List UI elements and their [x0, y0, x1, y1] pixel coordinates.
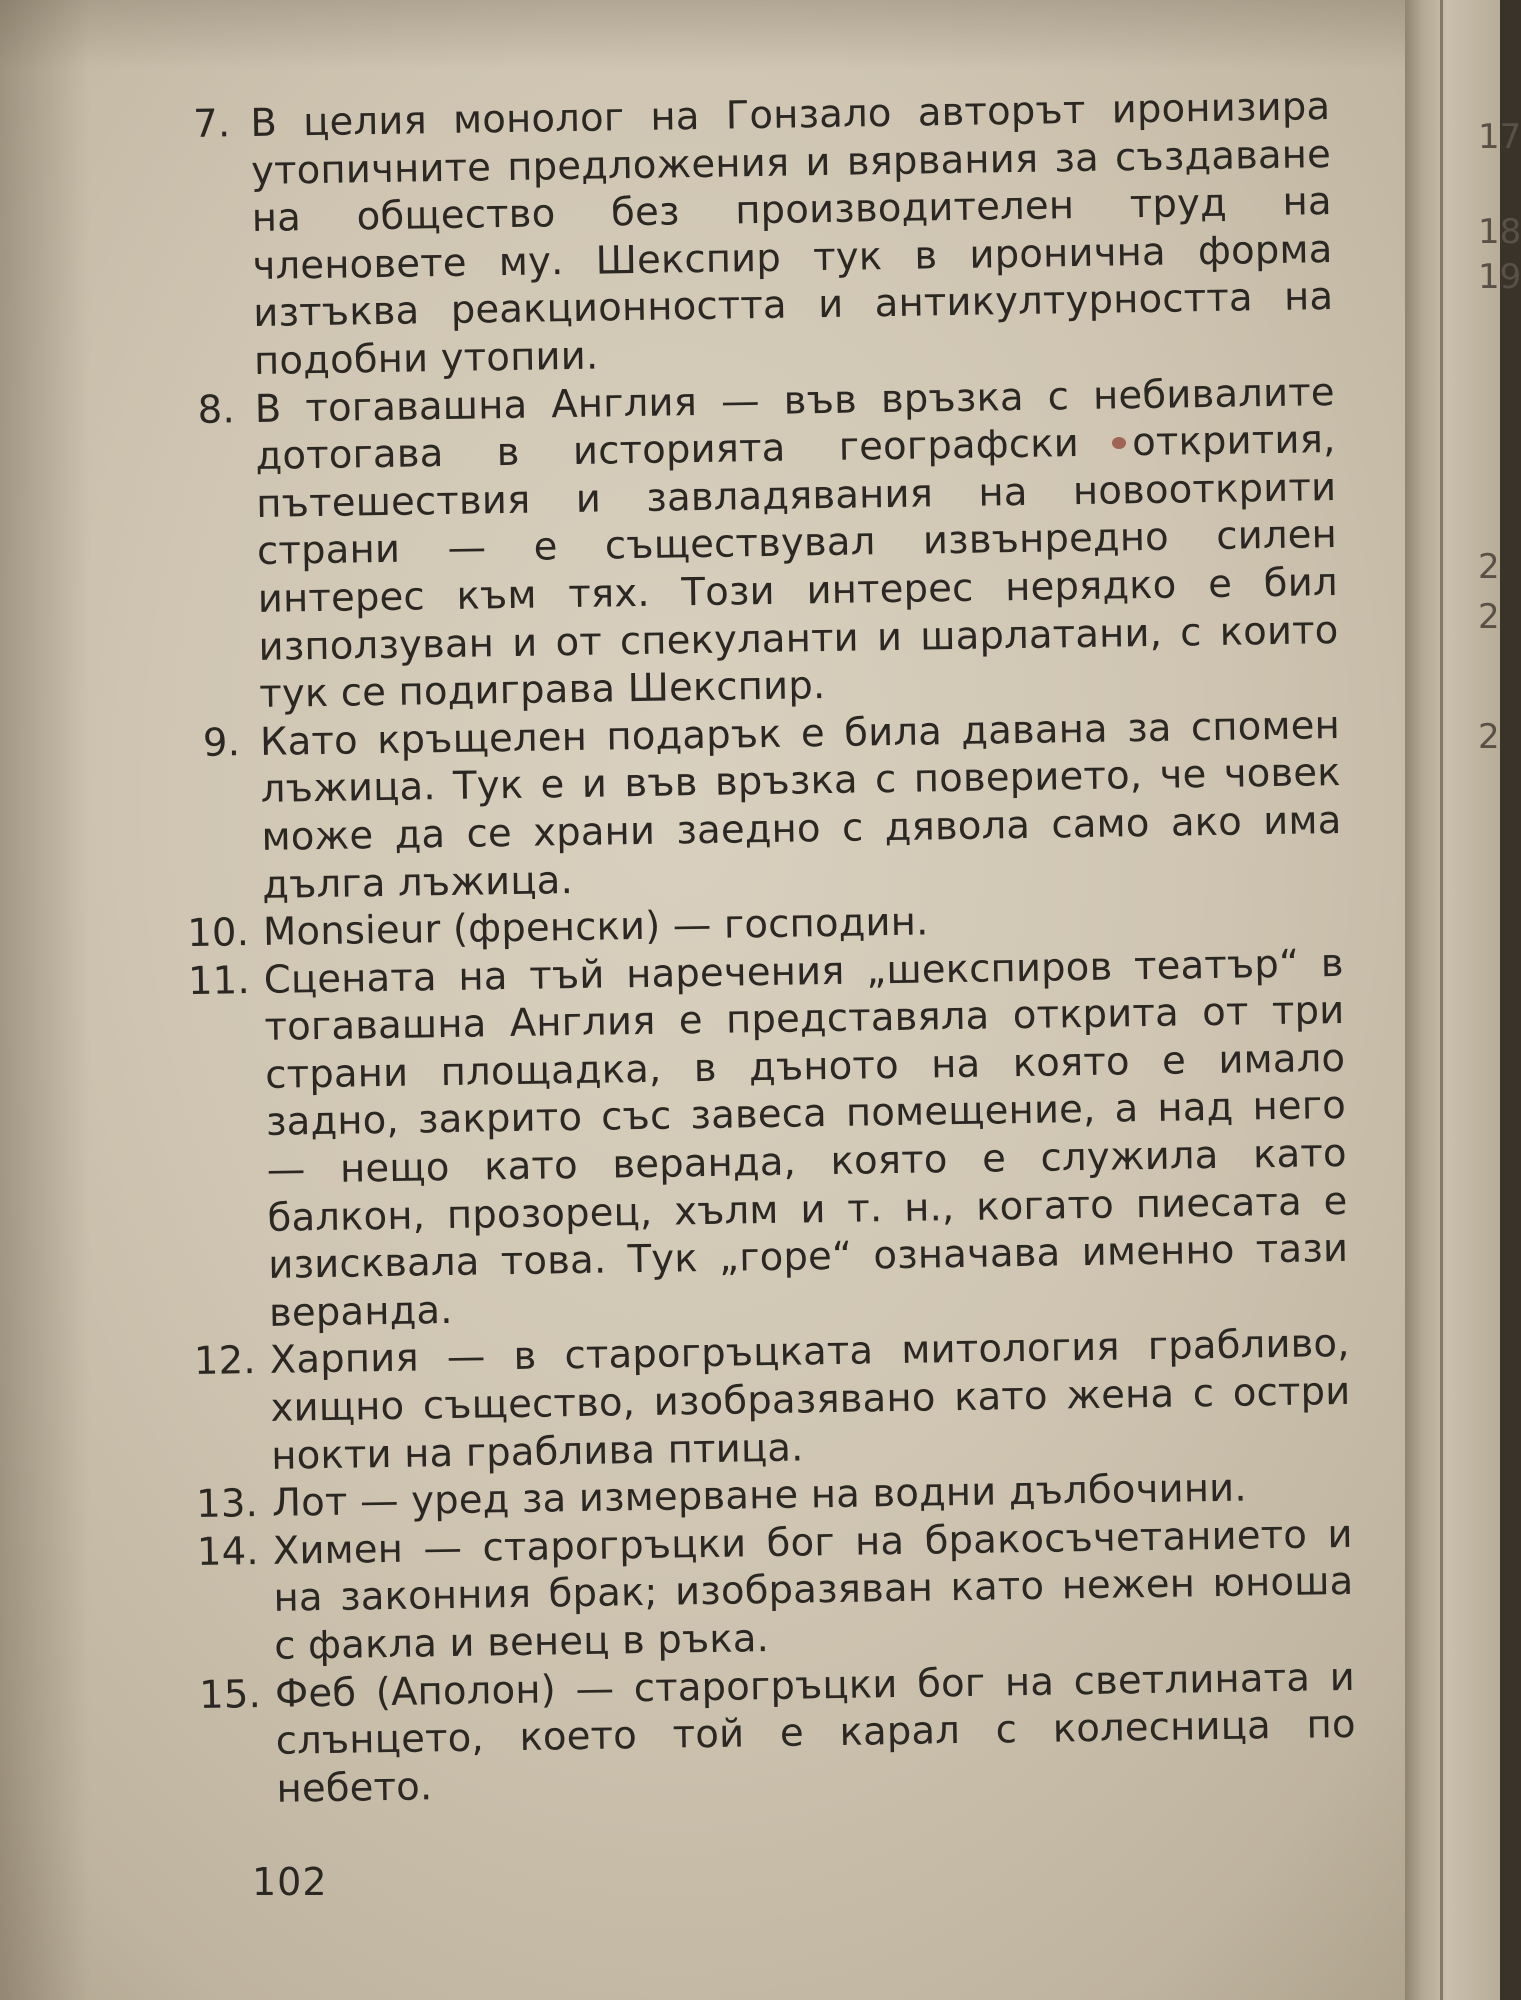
note-text: Харпия — в старогръцката митология грабливо, хищно същество, изобразявано като жена с остри нокти на граблива птица.	[269, 1321, 1351, 1479]
note-number: 13.	[195, 1481, 259, 1528]
note-number: 12.	[193, 1338, 257, 1385]
edge-number: 17	[1478, 117, 1521, 157]
edge-number: 2	[1478, 717, 1500, 757]
note-12	[193, 1320, 1351, 1480]
page-number: 102	[252, 1860, 328, 1904]
note-text: В целия монолог на Гонзало авторът иронизира утопичните предложения и вярвания за създаване на общество без производителен труд на членовете му. Шекспир тук в иронична форма изтъква реакционността и антикултурността на подобни утопии.	[250, 84, 1334, 384]
note-text: Феб (Аполон) — старогръцки бог на светлината и слънцето, което той е карал с колесница по небето.	[274, 1654, 1357, 1812]
edge-number: 19	[1478, 257, 1521, 297]
edge-number: 18	[1478, 212, 1521, 252]
note-number: 14.	[196, 1528, 260, 1575]
page-shadow-left	[0, 0, 90, 2000]
note-text: Като кръщелен подарък е била давана за спомен лъжица. Тук е и във връзка с поверието, че човек може да се храни заедно с дявола само ако има дълга лъжица.	[259, 702, 1342, 908]
note-8	[197, 369, 1339, 719]
note-7	[192, 83, 1334, 385]
gutter-fold-line	[1440, 0, 1443, 2000]
page-shadow-top	[0, 0, 1500, 70]
edge-number: 2	[1478, 597, 1500, 637]
note-text: Химен — старогръцки бог на бракосъчетанието и на законния брак; изобразяван като нежен юноша с факла и венец в ръка.	[272, 1511, 1354, 1669]
note-number: 10.	[186, 910, 250, 957]
book-gutter	[1405, 0, 1500, 2000]
note-number: 8.	[197, 386, 236, 433]
note-number: 9.	[202, 719, 241, 766]
note-11	[187, 940, 1349, 1338]
note-15	[198, 1653, 1357, 1813]
note-14	[196, 1511, 1354, 1671]
note-number: 15.	[198, 1671, 262, 1718]
note-text: Сцената на тъй наречения „шекспиров театър“ в тогавашна Англия е представяла открита от три страни площадка, в дъното на която е имало задно, закрито със завеса помещение, а над него — нещо като веранда, която е служила като балкон, прозорец, хълм и т. н., когато пиесата е изисквала това. Тук „горе“ означава именно тази веранда.	[263, 940, 1349, 1336]
note-text: Monsieur (френски) — господин.	[262, 899, 929, 955]
note-text: Лот — уред за измерване на водни дълбочини.	[271, 1465, 1248, 1527]
note-number: 7.	[192, 101, 231, 147]
edge-number: 2	[1478, 547, 1500, 587]
note-text: В тогавашна Англия — във връзка с небивалите дотогава в историята географски открития, пътешествия и завладявания на новооткрити страни — е съществувал извънредно силен интерес към тях. Този интерес нерядко е бил използуван и от спекуланти и шарлатани, с които тук се подиграва Шекспир.	[254, 369, 1339, 718]
endnotes-text	[186, 83, 1357, 1813]
note-number: 11.	[187, 957, 251, 1004]
note-9	[202, 702, 1343, 909]
